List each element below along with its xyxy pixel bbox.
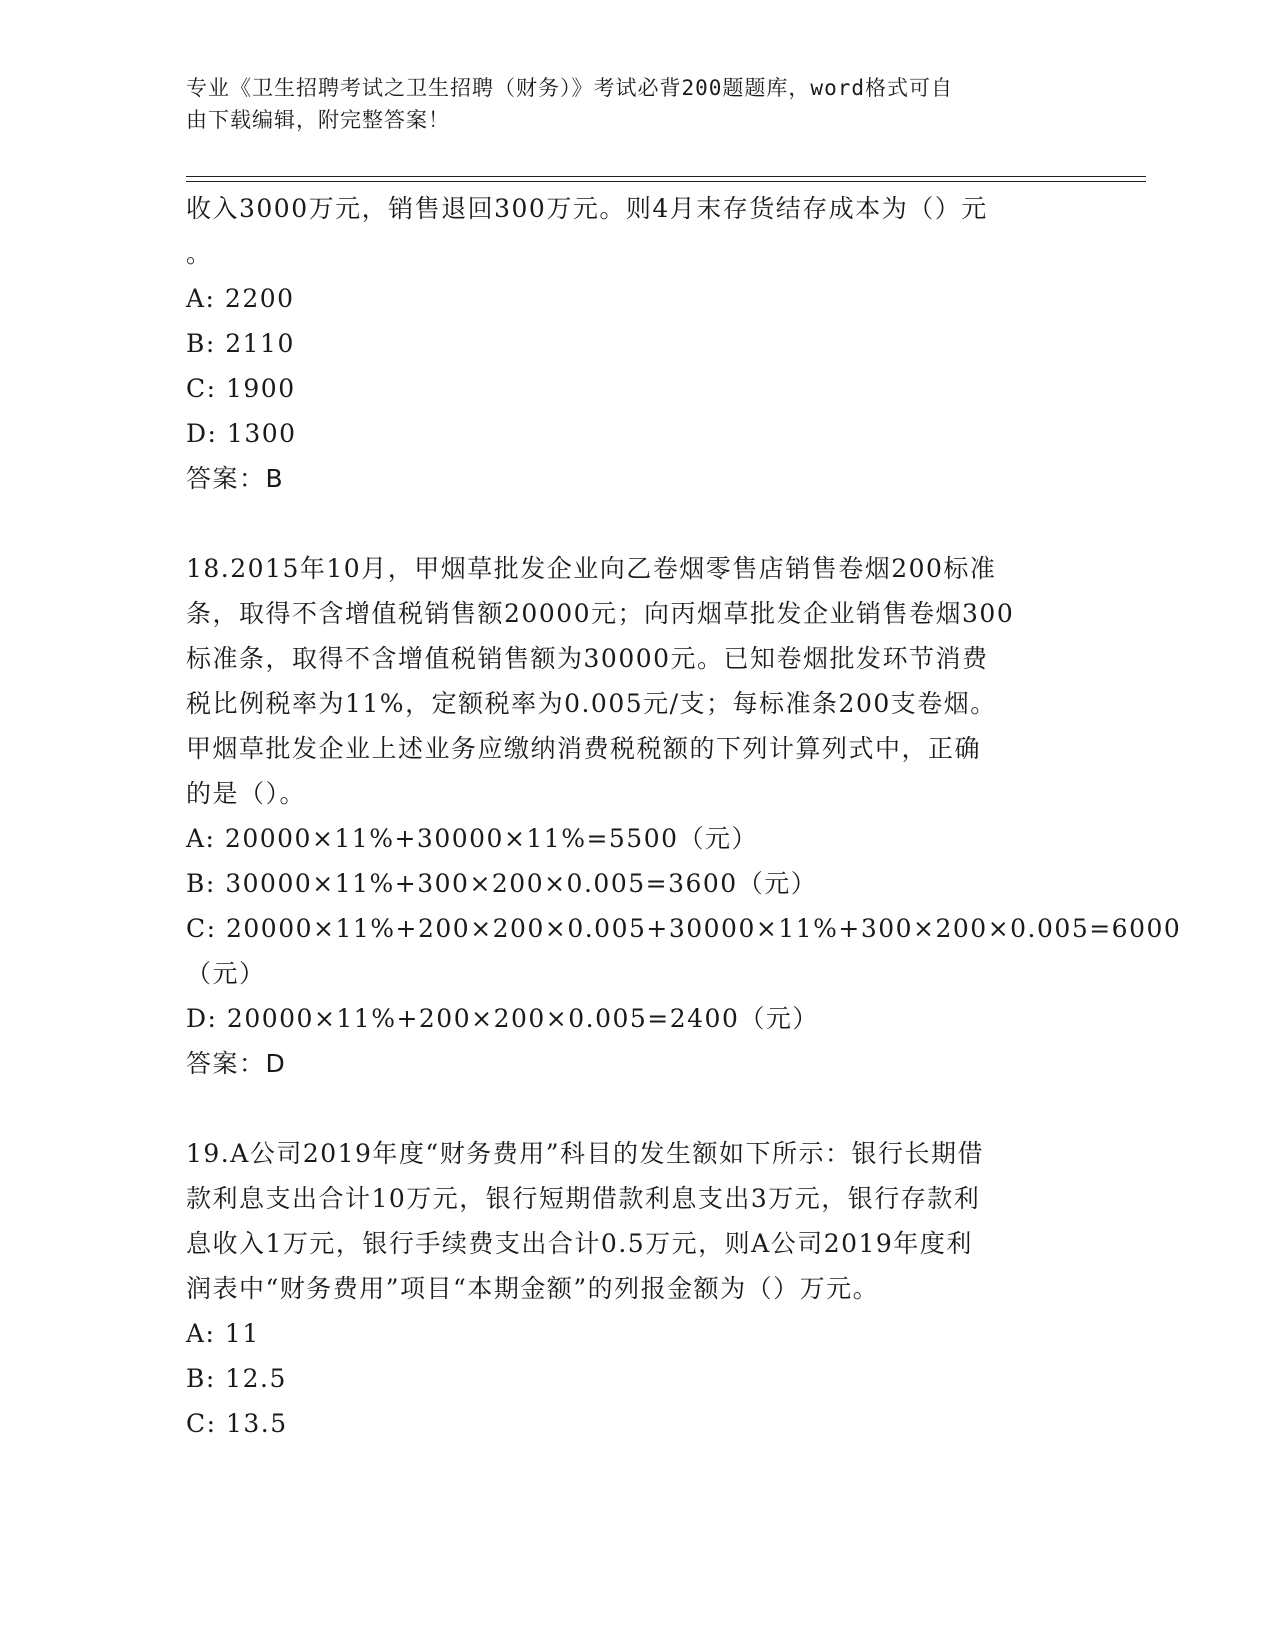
question-18-stem-line: 条，取得不含增值税销售额20000元；向丙烟草批发企业销售卷烟300 xyxy=(186,599,1015,628)
header-title-line-1: 专业《卫生招聘考试之卫生招聘（财务）》考试必背200题题库，word格式可自 xyxy=(186,76,953,100)
question-17-stem-line-1: 收入3000万元，销售退回300万元。则4月末存货结存成本为（）元 xyxy=(186,194,988,223)
question-18-stem-line: 甲烟草批发企业上述业务应缴纳消费税税额的下列计算列式中，正确 xyxy=(186,734,982,763)
question-19-stem-line: 19.A公司2019年度“财务费用”科目的发生额如下所示：银行长期借 xyxy=(186,1139,984,1168)
question-spacer xyxy=(186,1086,1086,1131)
question-18-option-d: D: 20000×11%+200×200×0.005=2400（元） xyxy=(186,1004,819,1033)
question-18-option-a: A: 20000×11%+30000×11%=5500（元） xyxy=(186,824,759,853)
document-body xyxy=(186,186,1182,1446)
page-header xyxy=(186,72,1066,136)
question-18-option-c-line-1: C: 20000×11%+200×200×0.005+30000×11%+300×200×0.005=6000 xyxy=(186,914,1182,943)
header-title-line-2: 由下载编辑，附完整答案！ xyxy=(186,108,450,132)
question-17-option-a: A: 2200 xyxy=(186,284,295,313)
question-17-option-b: B: 2110 xyxy=(186,329,295,358)
question-18-stem-line: 的是（）。 xyxy=(186,779,307,808)
question-19-stem-line: 款利息支出合计10万元，银行短期借款利息支出3万元，银行存款利 xyxy=(186,1184,981,1213)
question-19-stem xyxy=(186,1131,1086,1311)
question-17-option-d: D: 1300 xyxy=(186,419,297,448)
header-divider xyxy=(186,176,1146,182)
question-19-option-a: A: 11 xyxy=(186,1319,260,1348)
question-18-option-b: B: 30000×11%+300×200×0.005=3600（元） xyxy=(186,869,818,898)
question-18-stem-line: 标准条，取得不含增值税销售额为30000元。已知卷烟批发环节消费 xyxy=(186,644,989,673)
question-19-option-c: C: 13.5 xyxy=(186,1409,288,1438)
question-19-stem-line: 息收入1万元，银行手续费支出合计0.5万元，则A公司2019年度利 xyxy=(186,1229,973,1258)
question-17-option-c: C: 1900 xyxy=(186,374,296,403)
question-19-option-b: B: 12.5 xyxy=(186,1364,287,1393)
question-17-stem xyxy=(186,186,1086,276)
question-18-stem xyxy=(186,546,1086,816)
question-18-stem-line: 税比例税率为11%，定额税率为0.005元/支；每标准条200支卷烟。 xyxy=(186,689,997,718)
question-17-stem-line-2: 。 xyxy=(186,239,213,268)
question-17 xyxy=(186,186,1086,501)
question-17-answer: 答案：B xyxy=(186,464,285,493)
question-spacer xyxy=(186,501,1086,546)
question-18-answer: 答案：D xyxy=(186,1049,287,1078)
question-19 xyxy=(186,1131,1086,1446)
question-18-option-c-line-2: （元） xyxy=(186,959,266,988)
question-18 xyxy=(186,546,1182,1086)
question-18-stem-line: 18.2015年10月，甲烟草批发企业向乙卷烟零售店销售卷烟200标准 xyxy=(186,554,997,583)
question-19-stem-line: 润表中“财务费用”项目“本期金额”的列报金额为（）万元。 xyxy=(186,1274,880,1303)
